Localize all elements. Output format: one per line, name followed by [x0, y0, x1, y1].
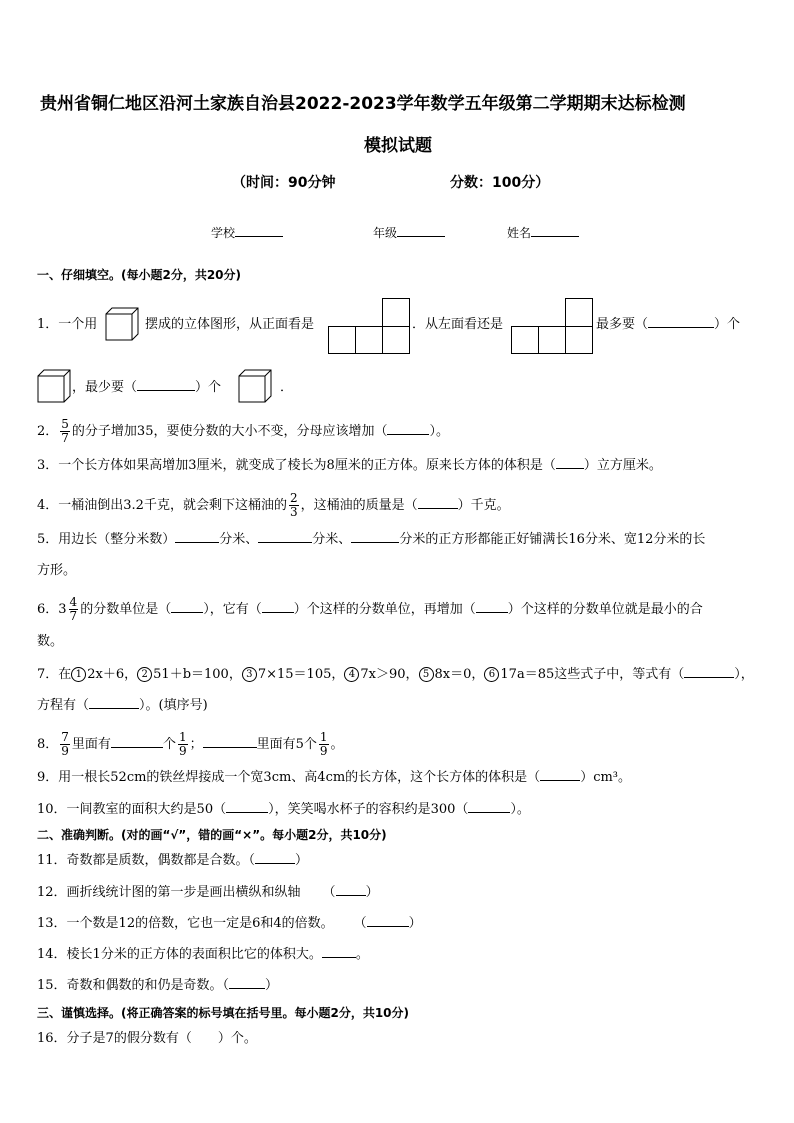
grade-label: 年级 [373, 226, 398, 240]
q7-line-1 [37, 665, 754, 685]
q7-circle-1: 1 [71, 667, 86, 682]
q6-text-e: ）个这样的分数单位就是最小的合 [507, 602, 703, 617]
q3-blank[interactable] [556, 468, 584, 469]
q12-line [37, 883, 379, 903]
q4-blank[interactable] [418, 508, 458, 509]
q9-end: ）cm³。 [580, 770, 632, 785]
q2-denominator: 7 [61, 431, 69, 445]
q15-end: ） [265, 978, 279, 993]
q7-expr-5: 8x＝0， [434, 667, 485, 682]
q8-fraction-1 [60, 731, 70, 758]
q13-text: 13．一个数是12的倍数，它也一定是6和4的倍数。 [37, 916, 334, 931]
q7-expr-4: 7x＞90， [360, 667, 419, 682]
q11-line [37, 851, 308, 871]
cube-icon [238, 369, 272, 404]
q1-min-blank[interactable] [137, 390, 195, 391]
q8-text-e: 里面有5个 [256, 737, 317, 752]
q12-blank[interactable] [336, 895, 366, 896]
q7-line-2 [37, 696, 208, 716]
q1-text-a: 1．一个用 [37, 317, 98, 332]
q7-circle-6: 6 [484, 667, 499, 682]
name-label: 姓名 [507, 226, 532, 240]
q8-blank-1[interactable] [111, 747, 163, 748]
grade-field [373, 224, 445, 241]
q7-text-e: ）。(填序号) [139, 698, 208, 713]
section-3-heading: 三、谨慎选择。(将正确答案的标号填在括号里。每小题2分，共10分) [37, 1006, 410, 1020]
q6-number: 6．3 [37, 602, 67, 617]
q8-line [37, 731, 344, 758]
q1-text-e: ）个 [714, 317, 741, 332]
q8-fraction-2 [178, 731, 188, 758]
q6-text-a: 的分数单位是（ [80, 602, 172, 617]
q10-text-a: 10．一间教室的面积大约是50（ [37, 802, 227, 817]
q14-end: 。 [355, 947, 369, 962]
q8-numerator-1: 7 [61, 730, 69, 744]
q7-expr-3: 7×15＝105， [257, 667, 345, 682]
q6-line-2: 数。 [37, 634, 64, 649]
q1-text-c: ．从左面看还是 [412, 317, 504, 332]
q7-expr-6: 17a＝85 [500, 667, 555, 682]
q1-max-line [596, 315, 740, 335]
q11-blank[interactable] [255, 863, 295, 864]
school-blank[interactable] [235, 236, 283, 237]
cube-icon [105, 307, 139, 342]
q15-blank[interactable] [229, 988, 265, 989]
q7-circle-4: 4 [344, 667, 359, 682]
q2-text: 的分子增加35，要使分数的大小不变，分母应该增加（ [71, 424, 388, 439]
q6-numerator: 4 [69, 595, 78, 609]
section-1-heading: 一、仔细填空。(每小题2分，共20分) [37, 268, 242, 282]
q7-circle-5: 5 [419, 667, 434, 682]
q8-text-f: 。 [330, 737, 344, 752]
q1-text-h: ． [280, 380, 294, 395]
q5-line-2: 方形。 [37, 563, 77, 578]
q13-end: ） [408, 916, 422, 931]
q7-text-d: 方程有（ [37, 698, 90, 713]
q5-blank-1[interactable] [175, 542, 219, 543]
q8-denominator-3: 9 [319, 744, 328, 758]
exam-time: （时间：90分钟 [232, 175, 336, 191]
q13-blank[interactable] [367, 926, 409, 927]
cube-icon [37, 369, 71, 404]
q9-line [37, 768, 631, 788]
name-field [507, 224, 579, 241]
q7-circle-2: 2 [137, 667, 152, 682]
q7-text-c: ）， [734, 667, 754, 682]
q5-blank-2[interactable] [258, 542, 312, 543]
q2-line [37, 418, 449, 445]
q4-end: ）千克。 [457, 498, 510, 513]
q7-blank-2[interactable] [89, 708, 139, 709]
q2-end: ）。 [429, 424, 449, 439]
q2-fraction [60, 418, 70, 445]
q4-fraction [289, 492, 299, 519]
q1-text-d: 最多要（ [596, 317, 649, 332]
q16-text: 16．分子是7的假分数有（ ）个。 [37, 1031, 257, 1046]
q11-end: ） [295, 853, 309, 868]
q15-text: 15．奇数和偶数的和仍是奇数。（ [37, 978, 230, 993]
section-2-heading: 二、准确判断。(对的画“√”，错的画“×”。每小题2分，共10分) [37, 828, 387, 842]
title-line-1: 贵州省铜仁地区沿河土家族自治县2022-2023学年数学五年级第二学期期末达标检测 [40, 94, 686, 114]
q4-text-b: ，这桶油的质量是（ [300, 498, 418, 513]
school-field [211, 224, 283, 241]
q10-blank-1[interactable] [226, 812, 268, 813]
name-blank[interactable] [531, 236, 579, 237]
q6-denominator: 7 [69, 609, 78, 623]
q6-blank-3[interactable] [476, 612, 508, 613]
q10-text-c: ）。 [510, 802, 530, 817]
q8-blank-2[interactable] [203, 747, 257, 748]
q6-text-b: ），它有（ [203, 602, 262, 617]
q8-text-b: 个 [162, 737, 176, 752]
q7-circle-3: 3 [242, 667, 257, 682]
q5-text-b: 分米、 [219, 532, 259, 547]
q4-text-a: 4．一桶油倒出3.2千克，就会剩下这桶油的 [37, 498, 287, 513]
q13-open: （ [353, 916, 367, 931]
front-view-figure [328, 298, 410, 354]
q6-line-1 [37, 596, 703, 623]
q8-text-a: 里面有 [71, 737, 111, 752]
q5-blank-3[interactable] [351, 542, 399, 543]
q5-text-a: 5．用边长（整分米数） [37, 532, 176, 547]
q1-max-blank[interactable] [648, 327, 714, 328]
q6-blank-1[interactable] [171, 612, 203, 613]
q3-line [37, 456, 662, 476]
q1-text-b: 摆成的立体图形，从正面看是 [145, 317, 315, 332]
left-view-figure [511, 298, 593, 354]
q8-numerator-3: 1 [319, 730, 328, 744]
q8-text-c: ； [189, 737, 203, 752]
q10-blank-2[interactable] [468, 812, 510, 813]
q5-text-d: 分米的正方形都能正好铺满长16分米、宽12分米的长 [399, 532, 706, 547]
q6-text-c: ）个这样的分数单位，再增加（ [293, 602, 476, 617]
q8-denominator-2: 9 [178, 744, 187, 758]
q8-denominator-1: 9 [61, 744, 69, 758]
q1-text-g: ）个 [195, 380, 222, 395]
q9-text: 9．用一根长52cm的铁丝焊接成一个宽3cm、高4cm的长方体，这个长方体的体积是（ [37, 770, 541, 785]
q8-number: 8． [37, 737, 59, 752]
grade-blank[interactable] [397, 236, 445, 237]
q14-blank[interactable] [322, 957, 356, 958]
q2-number: 2． [37, 424, 59, 439]
q12-open: （ [322, 885, 336, 900]
q6-fraction [69, 596, 79, 623]
q2-numerator: 5 [61, 417, 69, 431]
q1-min-line [72, 378, 221, 398]
q3-end: ）立方厘米。 [583, 458, 662, 473]
q3-text: 3．一个长方体如果高增加3厘米，就变成了棱长为8厘米的正方体。原来长方体的体积是（ [37, 458, 556, 473]
exam-score: 分数：100分） [450, 175, 550, 191]
q8-fraction-3 [319, 731, 329, 758]
q14-line [37, 945, 369, 965]
q8-numerator-2: 1 [178, 730, 187, 744]
q6-blank-2[interactable] [262, 612, 294, 613]
q14-text: 14．棱长1分米的正方体的表面积比它的体积大。 [37, 947, 322, 962]
q5-text-c: 分米、 [312, 532, 352, 547]
school-label: 学校 [211, 226, 236, 240]
q7-text-b: 这些式子中，等式有（ [554, 667, 685, 682]
title-line-2: 模拟试题 [364, 136, 432, 156]
q10-text-b: ），笑笑喝水杯子的容积约是300（ [268, 802, 469, 817]
q12-text: 12．画折线统计图的第一步是画出横纵和纵轴 [37, 885, 301, 900]
q12-end: ） [365, 885, 379, 900]
q7-expr-2: 51＋b＝100， [153, 667, 242, 682]
q7-blank-1[interactable] [684, 677, 734, 678]
q4-denominator: 3 [289, 505, 298, 519]
q13-line [37, 914, 422, 934]
q11-text: 11．奇数都是质数，偶数都是合数。（ [37, 853, 256, 868]
q7-expr-1: 2x＋6， [87, 667, 138, 682]
q15-line [37, 976, 278, 996]
q5-line-1 [37, 530, 705, 550]
q1-text-f: ，最少要（ [72, 380, 138, 395]
q7-text-a: 7．在 [37, 667, 72, 682]
q2-blank[interactable] [387, 434, 429, 435]
q4-numerator: 2 [289, 491, 298, 505]
q10-line [37, 800, 530, 820]
q9-blank[interactable] [540, 780, 580, 781]
q4-line [37, 492, 510, 519]
